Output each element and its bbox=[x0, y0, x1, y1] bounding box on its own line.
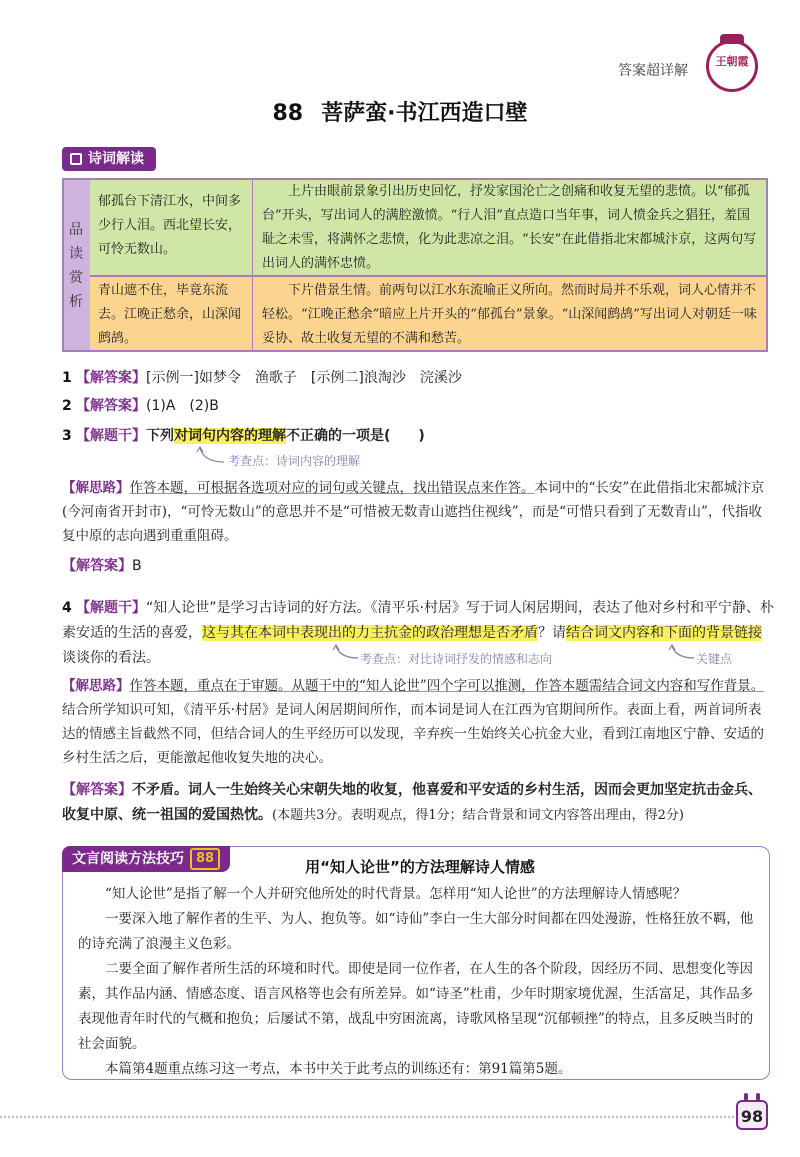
method-text bbox=[78, 882, 758, 1082]
idea-underlined: 作答本题，重点在于审题。从题干中的“知人论世”四个字可以推测，作答本题需结合词文内容和写作背景。 bbox=[129, 678, 765, 694]
q3-answer bbox=[62, 554, 774, 578]
question-number: 1 bbox=[62, 370, 72, 386]
answer-text: 不矛盾。词人一生始终关心宋朝失地的收复，他喜爱和平安适的乡村生活，因而会更加坚定抗击金兵、收复中原、统一祖国的爱国热忱。 bbox=[62, 782, 762, 823]
column-divider bbox=[252, 180, 253, 275]
answer-text: B bbox=[132, 558, 142, 574]
answer-label: 【解答案】 bbox=[76, 398, 146, 414]
section-tag-label: 诗词解读 bbox=[88, 151, 144, 167]
method-paragraph: 二要全面了解作者所生活的环境和时代。即使是同一位作者，在人生的各个阶段，因经历不同、思想变化等因素，其作品内涵、情感态度、语言风格等也会有所差异。如“诗圣”杜甫，少年时期家境优渥，生活富足，其作品多表现他青年时代的气概和抱负；后屡试不第，战乱中穷困流离，诗歌风格呈现“沉郁顿挫”的特点，且多反映当时的社会面貌。 bbox=[78, 961, 754, 1052]
idea-label: 【解思路】 bbox=[62, 678, 130, 694]
method-paragraph: 本篇第4题重点练习这一考点，本书中关于此考点的训练还有：第91篇第5题。 bbox=[105, 1061, 572, 1077]
q4-annotation-2: 关键点 bbox=[696, 652, 733, 666]
section-tag bbox=[62, 147, 156, 171]
method-title: 用“知人论世”的方法理解诗人情感 bbox=[305, 858, 535, 876]
stem-highlight: 结合词文内容和下面的背景链接 bbox=[566, 625, 762, 641]
stem-highlight: 这与其在本词中表现出的力主抗金的政治理想是否矛盾 bbox=[202, 625, 538, 641]
q3-idea bbox=[62, 476, 768, 548]
stem-text: 谈谈你的看法。 bbox=[62, 650, 160, 666]
poem-lines: 青山遮不住，毕竟东流去。江晚正愁余，山深闻鹧鸪。 bbox=[98, 283, 242, 346]
question-number: 2 bbox=[62, 398, 72, 414]
analysis-text: 上片由眼前景象引出历史回忆，抒发家国沦亡之创痛和收复无望的悲愤。以“郁孤台”开头，写出词人的满腔激愤。“行人泪”直点造口当年事，词人愤金兵之猖狂，羞国耻之未雪，将满怀之悲愤，化为此悲凉之泪。“长安”在此借指北宋都城汴京，这两句写出词人的满怀忠愤。 bbox=[262, 184, 757, 271]
stem-text: ？请 bbox=[538, 625, 566, 641]
annotation-arrow-icon bbox=[666, 644, 696, 664]
question-number: 3 bbox=[62, 428, 72, 444]
q4-annotation-1: 考查点：对比诗词抒发的情感和志向 bbox=[360, 652, 553, 666]
logo-crown-icon bbox=[720, 34, 744, 44]
stem-highlight: 对词句内容的理解 bbox=[174, 428, 286, 444]
stem-label: 【解题干】 bbox=[76, 600, 146, 616]
question-1 bbox=[62, 366, 774, 390]
stem-text: “知人论世”是学习古诗词的好方法。《清平乐·村居》写于词人闲居期间，表达了他对乡村和平宁静、朴素安适的生活的喜爱， bbox=[62, 600, 774, 641]
q4-answer bbox=[62, 778, 774, 828]
column-divider bbox=[252, 277, 253, 350]
stem-text: 不正确的一项是( ) bbox=[286, 428, 425, 444]
method-badge: 88 bbox=[190, 848, 220, 870]
idea-label: 【解思路】 bbox=[62, 480, 130, 496]
question-2 bbox=[62, 394, 774, 418]
analysis-text: 下片借景生情。前两句以江水东流喻正义所向。然而时局并不乐观，词人心情并不轻松。“江晚正愁余”暗应上片开头的“郁孤台”景象。“山深闻鹧鸪”写出词人对朝廷一味妥协、故土收复无望的不满和愁苦。 bbox=[262, 283, 757, 346]
poem-lines: 郁孤台下清江水，中间多少行人泪。西北望长安，可怜无数山。 bbox=[98, 194, 242, 257]
q4-idea bbox=[62, 674, 768, 770]
calendar-icon bbox=[70, 153, 82, 165]
stem-text: 下列 bbox=[146, 428, 174, 444]
table-side-label bbox=[64, 180, 90, 350]
brand-logo bbox=[706, 40, 758, 92]
answer-text: (1)A (2)B bbox=[146, 398, 219, 414]
method-tag-label: 文言阅读方法技巧 bbox=[72, 851, 184, 867]
analysis-table bbox=[62, 178, 768, 352]
answer-text: [示例一]如梦令 渔歌子 [示例二]浪淘沙 浣溪沙 bbox=[146, 370, 462, 386]
answer-label: 【解答案】 bbox=[76, 370, 146, 386]
poem-title: 菩萨蛮·书江西造口壁 bbox=[321, 101, 528, 126]
page-number: 98 bbox=[736, 1100, 768, 1130]
question-number: 4 bbox=[62, 600, 72, 616]
table-row bbox=[90, 180, 766, 277]
answer-label: 【解答案】 bbox=[62, 558, 132, 574]
page-title bbox=[0, 96, 800, 127]
article-number: 88 bbox=[272, 101, 304, 126]
q3-annotation: 考查点：诗词内容的理解 bbox=[228, 454, 361, 468]
footer-divider bbox=[0, 1116, 734, 1118]
side-label-text: 品读赏析 bbox=[69, 222, 83, 310]
annotation-arrow-icon bbox=[196, 446, 226, 466]
idea-text: 本词中的“长安”在此借指北宋都城汴京(今河南省开封市)，“可怜无数山”的意思并不是“可惜被无数青山遮挡住视线”，而是“可惜只看到了无数青山”，代指收复中原的志向遇到重重阻碍。 bbox=[62, 480, 765, 544]
method-paragraph: 一要深入地了解作者的生平、为人、抱负等。如“诗仙”李白一生大部分时间都在四处漫游，性格狂放不羁，他的诗充满了浪漫主义色彩。 bbox=[78, 911, 754, 952]
method-paragraph: “知人论世”是指了解一个人并研究他所处的时代背景。怎样用“知人论世”的方法理解诗人情感呢？ bbox=[105, 886, 687, 902]
score-note: (本题共3分。表明观点，得1分；结合背景和词文内容答出理由，得2分) bbox=[272, 808, 684, 823]
answer-label: 【解答案】 bbox=[62, 782, 132, 798]
question-3 bbox=[62, 424, 774, 448]
logo-text: 王朝霞 bbox=[715, 55, 749, 68]
header-label: 答案超详解 bbox=[618, 63, 688, 79]
idea-text: 结合所学知识可知，《清平乐·村居》是词人闲居期间所作，而本词是词人在江西为官期间所作。表面上看，两首词所表达的情感主旨截然不同，但结合词人的生平经历可以发现，辛弃疾一生始终关心抗金大业，看到江南地区宁静、安适的乡村生活之后，更能激起他收复失地的决心。 bbox=[62, 702, 764, 766]
table-row bbox=[90, 277, 766, 350]
annotation-arrow-icon bbox=[330, 644, 360, 664]
idea-underlined: 作答本题，可根据各选项对应的词句或关键点，找出错误点来作答。 bbox=[129, 480, 535, 496]
stem-label: 【解题干】 bbox=[76, 428, 146, 444]
